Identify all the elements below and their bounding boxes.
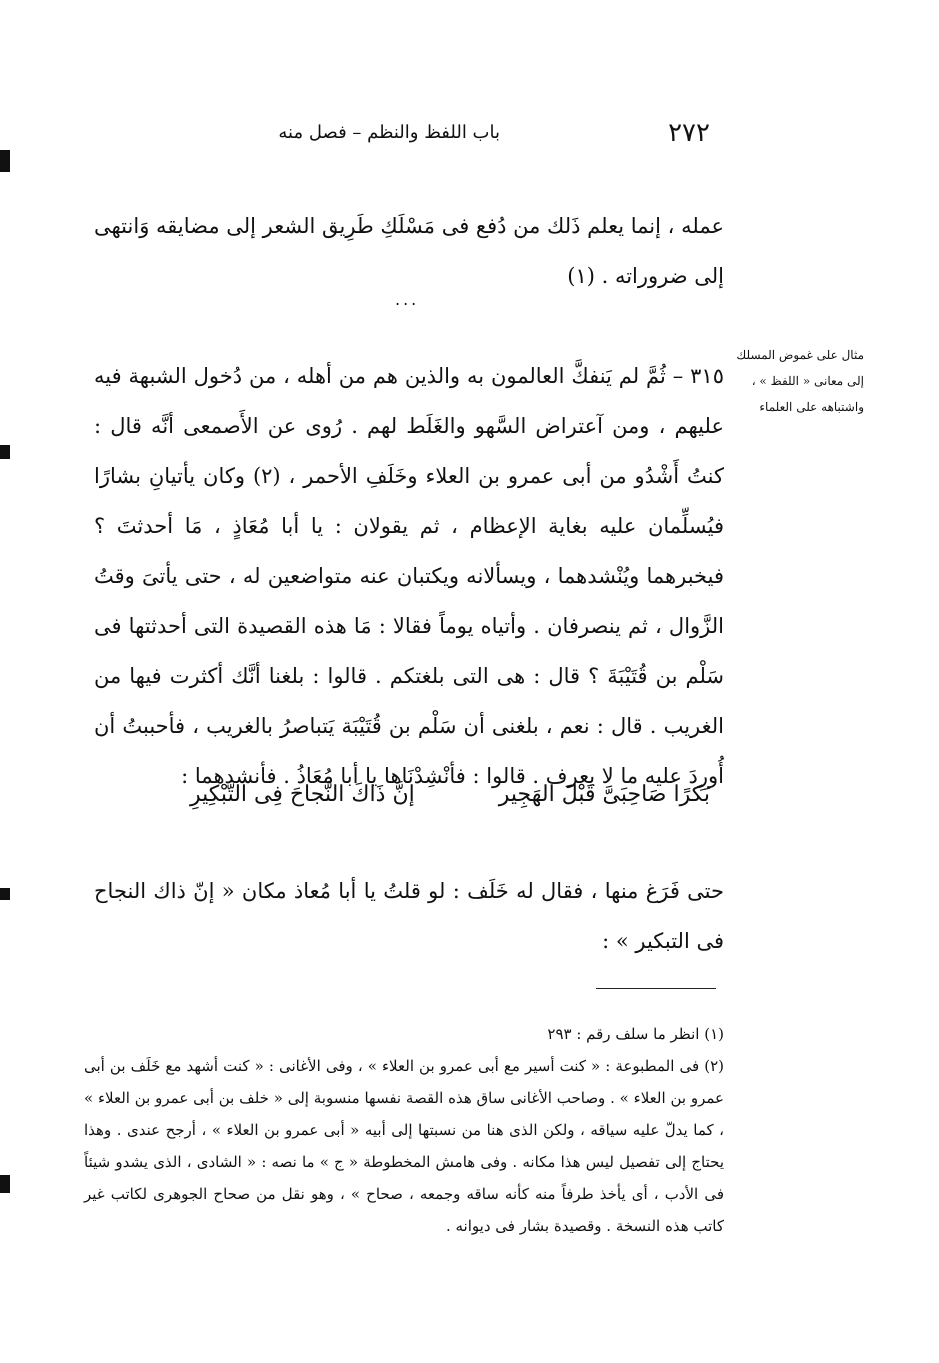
- section-ornament: ...: [395, 290, 420, 309]
- footnote-1: (١) انظر ما سلف رقم : ٢٩٣: [547, 1025, 724, 1043]
- verse-first-hemistich: بَكرًا صَاحِبَىَّ قَبْلَ الهَجِير: [498, 782, 710, 807]
- page-header: [90, 118, 710, 154]
- running-title: باب اللفظ والنظم – فصل منه: [278, 122, 500, 143]
- scan-edge-mark: [0, 888, 10, 900]
- footnote-2: (٢) فى المطبوعة : « كنت أسير مع أبى عمرو بن العلاء » ، وفى الأغانى : « كنت أشهد مع خَلَف بن أبى عمرو بن العلاء » . وصاحب الأغانى ساق هذه القصة نفسها منسوبة إلى « خلف بن أبى عمرو بن العلاء » ، كما يدلّ عليه سياقه ، ولكن الذى هنا من نسبتها إلى أبيه « أبى عمرو بن العلاء » ، أرجح عندى . وهذا يحتاج إلى تفصيل ليس هذا مكانه . وفى هامش المخطوطة « ج » ما نصه : « الشادى ، الذى يشدو شيئاً فى الأدب ، أى يأخذ طرفاً منه كأنه ساقه وجمعه ، صحاح » ، وهو نقل من صحاح الجوهرى لكاتب غير كاتب هذه النسخة . وقصيدة بشار فى ديوانه .: [84, 1057, 724, 1235]
- paragraph-315: ٣١٥ – ثُمَّ لم يَنفكَّ العالمون به والذين هم من أهله ، من دُخول الشبهة فيه عليهم ، ومن آعتراض السَّهو والغَلَط لهم . رُوى عن الأَصمعى أنَّه قال : كنتُ أَشْدُو من أبى عمرو بن العلاء وخَلَفِ الأحمر ، (٢) وكان يأتيانِ بشارًا فيُسلِّمان عليه بغاية الإعظام ، ثم يقولان : يا أبا مُعَاذٍ ، مَا أحدثتَ ؟ فيخبرهما ويُنْشدهما ، ويسألانه ويكتبان عنه متواضعين له ، حتى يأتىَ وقتُ الزَّوال ، ثم ينصرفان . وأتياه يوماً فقالا : مَا هذه القصيدة التى أحدثتها فى سَلْم بن قُتَيْبَةَ ؟ قال : هى التى بلغتكم . قالوا : بلغنا أنَّك أكثرت فيها من الغريب . قال : نعم ، بلغنى أن سَلْم بن قُتَيْبَة يَتباصرُ بالغريب ، فأحببتُ أن أُورِدَ عليه ما لا يعرف . قالوا : فأنْشِدْنَاها يا أبا مُعَاذُ . فأنشدهما :: [94, 364, 724, 788]
- paragraph-1: عمله ، إنما يعلم ذَلك من دُفع فى مَسْلَكِ طَرِيق الشعر إلى مضايقه وَانتهى إلى ضروراته . (١): [94, 214, 724, 288]
- scan-edge-mark: [0, 150, 10, 172]
- scan-edge-mark: [0, 445, 10, 459]
- poetry-verse: [150, 782, 710, 822]
- verse-second-hemistich: إنَّ ذَاكَ النَّجاحَ فِى التَّبْكِيرِ: [190, 782, 415, 807]
- footnotes: [84, 1018, 724, 1242]
- page-number: ٢٧٢: [668, 118, 710, 148]
- footnote-separator: [596, 988, 716, 989]
- scan-edge-mark: [0, 1175, 10, 1193]
- margin-note: مثال على غموض المسلك إلى معانى « اللفظ » ، واشتباهه على العلماء: [736, 348, 864, 414]
- paragraph-3: حتى فَرَغ منها ، فقال له خَلَف : لو قلتُ يا أبا مُعاذ مكان « إنّ ذاك النجاح فى التبكير » :: [94, 879, 724, 953]
